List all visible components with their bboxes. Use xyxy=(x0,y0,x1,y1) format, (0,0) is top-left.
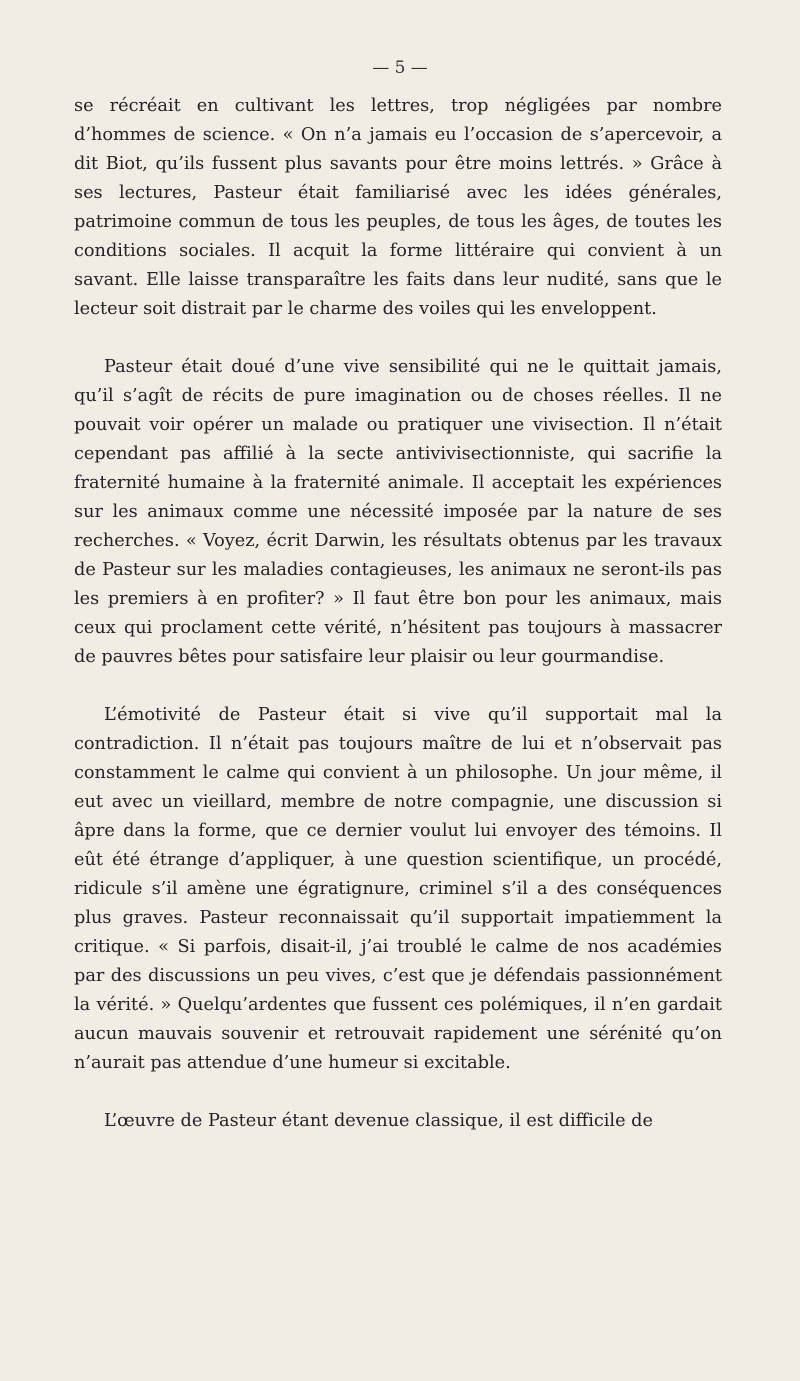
paragraph-2: Pasteur était doué d’une vive sensibilité qui ne le quittait jamais, qu’il s’agît de récits de pure imagination ou de choses réelles. Il ne pouvait voir opérer un malade ou pratiquer une vivisection. Il n’était cependant pas affilié à la secte antivivisectionniste, qui sacrifie la fraternité humaine à la fraternité animale. Il acceptait les expériences sur les animaux comme une nécessité imposée par la nature de ses recherches. « Voyez, écrit Darwin, les résultats obtenus par les travaux de Pasteur sur les maladies contagieuses, les animaux ne seront-ils pas les premiers à en profiter? » Il faut être bon pour les animaux, mais ceux qui proclament cette vérité, n’hésitent pas toujours à massacrer de pauvres bêtes pour satisfaire leur plaisir ou leur gourmandise. xyxy=(74,357,722,667)
page-number: — 5 — xyxy=(372,58,428,78)
paragraph-4: L’œuvre de Pasteur étant devenue classique, il est difficile de xyxy=(104,1111,653,1131)
paragraph-1: se récréait en cultivant les lettres, trop négligées par nombre d’hommes de science. « On n’a jamais eu l’occasion de s’apercevoir, a dit Biot, qu’ils fussent plus savants pour être moins lettrés. » Grâce à ses lectures, Pasteur était familiarisé avec les idées générales, patrimoine commun de tous les peuples, de tous les âges, de toutes les conditions sociales. Il acquit la forme littéraire qui convient à un savant. Elle laisse transparaître les faits dans leur nudité, sans que le lecteur soit distrait par le charme des voiles qui les enveloppent. xyxy=(74,96,722,319)
body-text xyxy=(74,92,722,1165)
paragraph-3: L’émotivité de Pasteur était si vive qu’il supportait mal la contradiction. Il n’était pas toujours maître de lui et n’observait pas constamment le calme qui convient à un philosophe. Un jour même, il eut avec un vieillard, membre de notre compagnie, une discussion si âpre dans la forme, que ce dernier voulut lui envoyer des témoins. Il eût été étrange d’appliquer, à une question scientifique, un procédé, ridicule s’il amène une égratignure, criminel s’il a des conséquences plus graves. Pasteur reconnaissait qu’il supportait impatiemment la critique. « Si parfois, disait-il, j’ai troublé le calme de nos académies par des discussions un peu vives, c’est que je défendais passionnément la vérité. » Quelqu’ardentes que fussent ces polémiques, il n’en gardait aucun mauvais souvenir et retrouvait rapidement une sérénité qu’on n’aurait pas attendue d’une humeur si excitable. xyxy=(74,705,722,1073)
